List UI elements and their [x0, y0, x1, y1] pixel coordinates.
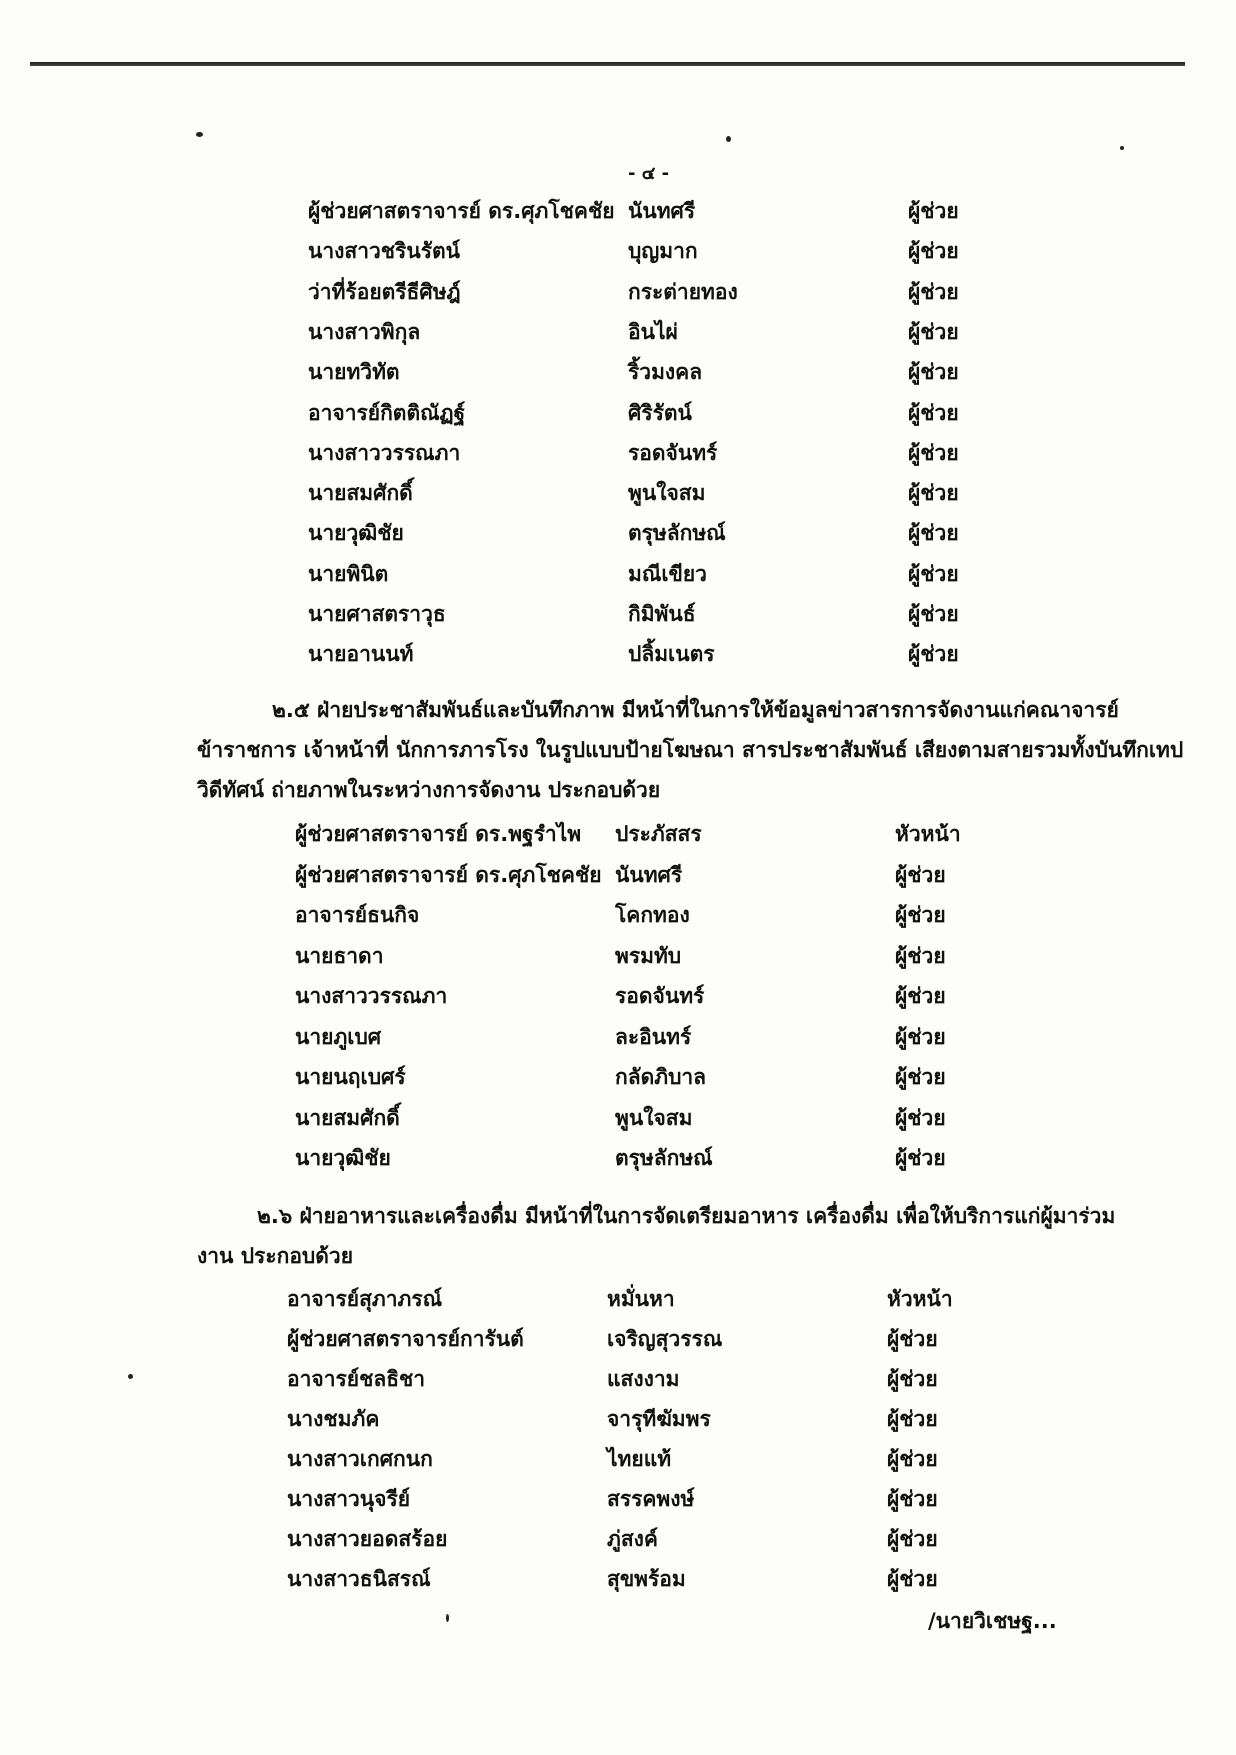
member-name: อาจารย์ธนกิจ	[295, 903, 420, 927]
member-surname: สรรคพงษ์	[607, 1487, 695, 1511]
member-surname: โคกทอง	[615, 903, 690, 927]
member-role: ผู้ช่วย	[887, 1327, 938, 1351]
member-surname: พูนใจสม	[615, 1105, 693, 1130]
member-surname: นันทศรี	[615, 862, 683, 887]
member-role: ผู้ช่วย	[895, 1065, 946, 1089]
member-surname: ประภัสสร	[615, 822, 702, 846]
section-2-6-line-2: งาน ประกอบด้วย	[197, 1244, 353, 1268]
member-name: นายอานนท์	[308, 642, 414, 667]
scan-speck	[446, 1614, 449, 1622]
member-role: ผู้ช่วย	[908, 521, 959, 546]
member-surname: เจริญสุวรรณ	[607, 1327, 723, 1351]
member-surname: ศิริรัตน์	[628, 400, 692, 425]
member-name: นางสาวพิกุล	[308, 319, 421, 344]
section-2-5-line-3: วิดีทัศน์ ถ่ายภาพในระหว่างการจัดงาน ประกอบด้วย	[197, 778, 661, 802]
member-name: ผู้ช่วยศาสตราจารย์ ดร.ศุภโชคชัย	[308, 199, 615, 223]
member-role: ผู้ช่วย	[908, 561, 959, 586]
top-rule	[30, 62, 1185, 66]
scan-speck	[128, 1374, 133, 1379]
member-name: นายสมศักดิ์	[308, 481, 413, 506]
member-role: ผู้ช่วย	[887, 1407, 938, 1431]
member-name: นายสมศักดิ์	[295, 1105, 400, 1130]
member-role: ผู้ช่วย	[895, 1105, 946, 1130]
member-name: นางสาววรรณภา	[295, 984, 448, 1008]
member-name: นางสาวเกศกนก	[287, 1447, 433, 1471]
member-surname: มณีเขียว	[628, 561, 707, 586]
member-name: นางสาวนุจรีย์	[287, 1487, 411, 1511]
member-name: นางสาวธนิสรณ์	[287, 1567, 431, 1591]
member-name: อาจารย์ชลธิชา	[287, 1367, 426, 1391]
member-role: ผู้ช่วย	[895, 984, 946, 1008]
member-name: นางสาวยอดสร้อย	[287, 1527, 448, 1551]
member-name: นายวุฒิชัย	[295, 1146, 391, 1170]
member-role: ผู้ช่วย	[908, 360, 959, 385]
member-surname: อินไผ่	[628, 319, 678, 344]
member-role: ผู้ช่วย	[895, 1146, 946, 1170]
member-surname: กลัดภิบาล	[615, 1065, 707, 1089]
member-role: ผู้ช่วย	[908, 481, 959, 506]
member-name: อาจารย์สุภาภรณ์	[287, 1287, 443, 1311]
member-name: นายธาดา	[295, 943, 384, 968]
member-role: ผู้ช่วย	[908, 642, 959, 667]
member-role: หัวหน้า	[895, 822, 961, 846]
member-surname: ตรุษลักษณ์	[615, 1146, 713, 1170]
member-role: ผู้ช่วย	[895, 943, 946, 968]
member-surname: แสงงาม	[607, 1367, 680, 1391]
section-2-5-line-1: ๒.๕ ฝ่ายประชาสัมพันธ์และบันทึกภาพ มีหน้าที่ในการให้ข้อมูลข่าวสารการจัดงานแก่คณาจารย์	[272, 698, 1119, 722]
member-surname: พูนใจสม	[628, 481, 706, 506]
member-role: ผู้ช่วย	[908, 279, 959, 304]
member-name: นางสาววรรณภา	[308, 440, 461, 465]
member-name: ผู้ช่วยศาสตราจารย์ ดร.พฐรำไพ	[295, 822, 582, 846]
member-name: นายทวิทัต	[308, 360, 400, 385]
member-surname: กระต่ายทอง	[628, 279, 738, 304]
member-role: ผู้ช่วย	[887, 1487, 938, 1511]
member-name: นายวุฒิชัย	[308, 521, 404, 546]
member-surname: ตรุษลักษณ์	[628, 521, 726, 546]
member-surname: จารุทีฆัมพร	[607, 1407, 711, 1431]
member-surname: กิมิพันธ์	[628, 602, 696, 626]
page-number: - ๔ -	[628, 163, 670, 184]
member-surname: ปลิ้มเนตร	[628, 642, 715, 667]
member-surname: สุขพร้อม	[607, 1567, 686, 1591]
scan-speck	[1120, 146, 1124, 150]
member-role: ผู้ช่วย	[908, 602, 959, 626]
member-surname: หมั่นหา	[607, 1287, 675, 1311]
member-name: นางชมภัค	[287, 1407, 380, 1431]
member-role: ผู้ช่วย	[887, 1447, 938, 1471]
section-2-5-line-2: ข้าราชการ เจ้าหน้าที่ นักการภารโรง ในรูปแบบป้ายโฆษณา สารประชาสัมพันธ์ เสียงตามสายรวมทั้งบันทึกเทป	[197, 738, 1184, 762]
member-surname: ภู่สงค์	[607, 1527, 658, 1551]
member-surname: นันทศรี	[628, 199, 696, 223]
member-surname: ไทยแท้	[607, 1447, 672, 1471]
member-surname: รอดจันทร์	[615, 984, 705, 1008]
member-name: นางสาวชรินรัตน์	[308, 239, 460, 264]
member-name: นายนฤเบศร์	[295, 1065, 406, 1089]
member-role: หัวหน้า	[887, 1287, 953, 1311]
member-name: ผู้ช่วยศาสตราจารย์ ดร.ศุภโชคชัย	[295, 862, 602, 887]
member-role: ผู้ช่วย	[887, 1527, 938, 1551]
scan-speck	[726, 136, 731, 142]
member-name: นายพินิต	[308, 561, 389, 586]
member-role: ผู้ช่วย	[887, 1367, 938, 1391]
member-surname: รอดจันทร์	[628, 440, 718, 465]
member-role: ผู้ช่วย	[895, 1024, 946, 1049]
member-surname: พรมทับ	[615, 943, 682, 968]
member-name: นายภูเบศ	[295, 1024, 382, 1049]
member-name: นายศาสตราวุธ	[308, 602, 446, 626]
member-role: ผู้ช่วย	[895, 903, 946, 927]
member-name: ว่าที่ร้อยตรีธีศิษฎ์	[308, 279, 461, 304]
member-name: ผู้ช่วยศาสตราจารย์การันต์	[287, 1327, 524, 1351]
scan-speck	[196, 132, 203, 137]
member-surname: ละอินทร์	[615, 1024, 692, 1049]
member-role: ผู้ช่วย	[908, 440, 959, 465]
member-role: ผู้ช่วย	[908, 199, 959, 223]
member-name: อาจารย์กิตติณัฏฐ์	[308, 400, 466, 425]
member-role: ผู้ช่วย	[908, 400, 959, 425]
section-2-6-line-1: ๒.๖ ฝ่ายอาหารและเครื่องดื่ม มีหน้าที่ในการจัดเตรียมอาหาร เครื่องดื่ม เพื่อให้บริการแก่ผู้มาร่วม	[257, 1204, 1116, 1228]
member-role: ผู้ช่วย	[908, 239, 959, 264]
member-role: ผู้ช่วย	[908, 319, 959, 344]
member-role: ผู้ช่วย	[895, 862, 946, 887]
member-surname: ริ้วมงคล	[628, 360, 703, 385]
member-role: ผู้ช่วย	[887, 1567, 938, 1591]
continuation-reference: /นายวิเชษฐ...	[928, 1609, 1057, 1633]
member-surname: บุญมาก	[628, 239, 698, 264]
